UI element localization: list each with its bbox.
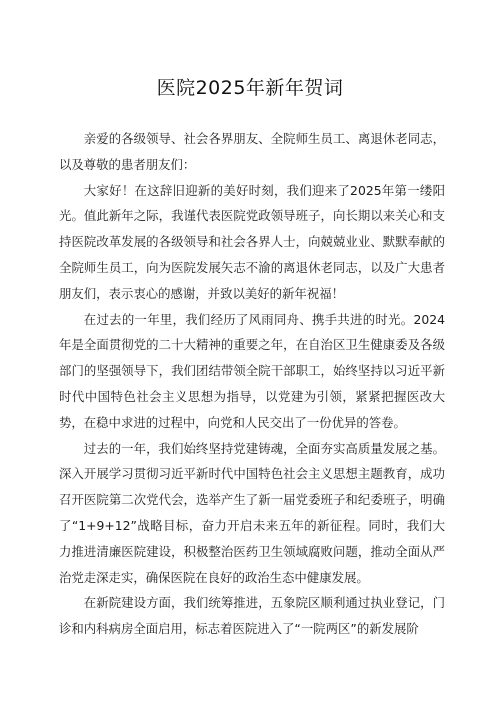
paragraph-salutation: 亲爱的各级领导、社会各界朋友、全院师生员工、离退休老同志，以及尊敬的患者朋友们：: [59, 131, 445, 172]
paragraph-past-year: 在过去的一年里，我们经历了风雨同舟、携手共进的时光。2024年是全面贯彻党的二十大精神的重要之年，在自治区卫生健康委及各级部门的坚强领导下，我们团结带领全院干部职工，始终坚持以习近平新时代中国特色社会主义思想为指导，以党建为引领，紧紧把握医改大势，在稳中求进的过程中，向党和人民交出了一份优异的答卷。: [59, 311, 445, 430]
paragraph-party-building: 过去的一年，我们始终坚持党建铸魂，全面夯实高质量发展之基。深入开展学习贯彻习近平新时代中国特色社会主义思想主题教育，成功召开医院第二次党代会，选举产生了新一届党委班子和纪委班子，明确了“1+9+12”战略目标，奋力开启未来五年的新征程。同时，我们大力推进清廉医院建设，积极整治医药卫生领域腐败问题，推动全面从严治党走深走实，确保医院在良好的政治生态中健康发展。: [59, 440, 445, 585]
paragraph-new-campus: 在新院建设方面，我们统筹推进，五象院区顺利通过执业登记，门诊和内科病房全面启用，标志着医院进入了“一院两区”的新发展阶: [59, 595, 445, 637]
document-title: 医院2025年新年贺词: [156, 77, 344, 99]
document-body: [59, 126, 445, 642]
paragraph-greeting: 大家好！在这辞旧迎新的美好时刻，我们迎来了2025年第一缕阳光。值此新年之际，我谨代表医院党政领导班子，向长期以来关心和支持医院改革发展的各级领导和社会各界人士，向兢兢业业、默默奉献的全院师生员工，向为医院发展矢志不渝的离退休老同志，以及广大患者朋友们，表示衷心的感谢，并致以美好的新年祝福！: [59, 182, 445, 301]
